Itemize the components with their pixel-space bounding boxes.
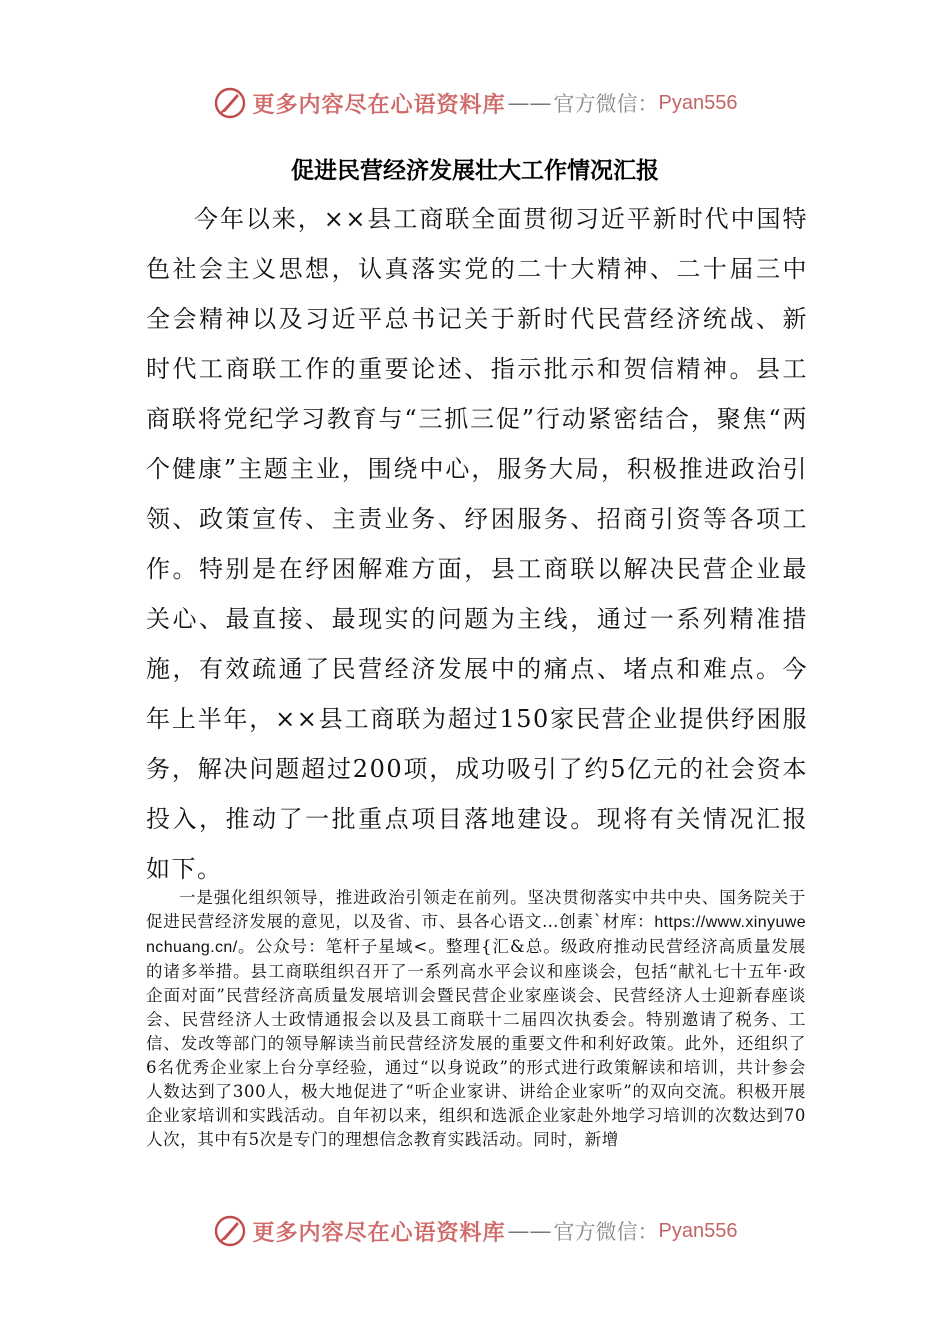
banner-brand: 更多内容尽在心语资料库: [252, 1219, 506, 1246]
quill-logo-icon: [213, 1214, 247, 1248]
source-url-link[interactable]: https://www.xinyuwenchuang.cn/: [146, 914, 806, 956]
banner-dash: ——: [507, 1218, 552, 1244]
banner-wechat-label: 官方微信：: [553, 1220, 659, 1244]
body-text-part2: 。公众号：笔杆子星域<。整理{汇&总。级政府推动民营经济高质量发展的诸多举措。县工商联组织召开了一系列高水平会议和座谈会，包括“献礼七十五年·政企面对面”民营经济高质量发展培训会暨民营企业家座谈会、民营经济人士迎新春座谈会、民营经济人士政情通报会以及县工商联十二届四次执委会。特别邀请了税务、工信、发改等部门的领导解读当前民营经济发展的重要文件和利好政策。此外，还组织了6名优秀企业家上台分享经验，通过“以身说政”的形式进行政策解读和培训，共计参会人数达到了300人，极大地促进了“听企业家讲、讲给企业家听”的双向交流。积极开展企业家培训和实践活动。自年初以来，组织和选派企业家赴外地学习培训的次数达到70人次，其中有5次是专门的理想信念教育实践活动。同时，新增: [146, 937, 806, 1149]
banner-wechat-id: Pyan556: [658, 1219, 738, 1242]
header-banner: [0, 78, 950, 128]
quill-logo-icon: [213, 86, 247, 120]
banner-wechat-label: 官方微信：: [553, 92, 659, 116]
body-paragraph: [146, 886, 806, 1152]
footer-banner: [0, 1206, 950, 1256]
document-title: 促进民营经济发展壮大工作情况汇报: [291, 158, 659, 184]
banner-wechat-id: Pyan556: [658, 91, 738, 114]
banner-brand: 更多内容尽在心语资料库: [252, 91, 506, 118]
intro-paragraph: 今年以来，××县工商联全面贯彻习近平新时代中国特色社会主义思想，认真落实党的二十大精神、二十届三中全会精神以及习近平总书记关于新时代民营经济统战、新时代工商联工作的重要论述、指示批示和贺信精神。县工商联将党纪学习教育与“三抓三促”行动紧密结合，聚焦“两个健康”主题主业，围绕中心，服务大局，积极推进政治引领、政策宣传、主责业务、纾困服务、招商引资等各项工作。特别是在纾困解难方面，县工商联以解决民营企业最关心、最直接、最现实的问题为主线，通过一系列精准措施，有效疏通了民营经济发展中的痛点、堵点和难点。今年上半年，××县工商联为超过150家民营企业提供纾困服务，解决问题超过200项，成功吸引了约5亿元的社会资本投入，推动了一批重点项目落地建设。现将有关情况汇报如下。: [146, 205, 808, 883]
banner-dash: ——: [507, 90, 552, 116]
body-text-part1: 一是强化组织领导，推进政治引领走在前列。坚决贯彻落实中共中央、国务院关于促进民营经济发展的意见，以及省、市、县各心语文…创素`材库：: [146, 888, 806, 931]
